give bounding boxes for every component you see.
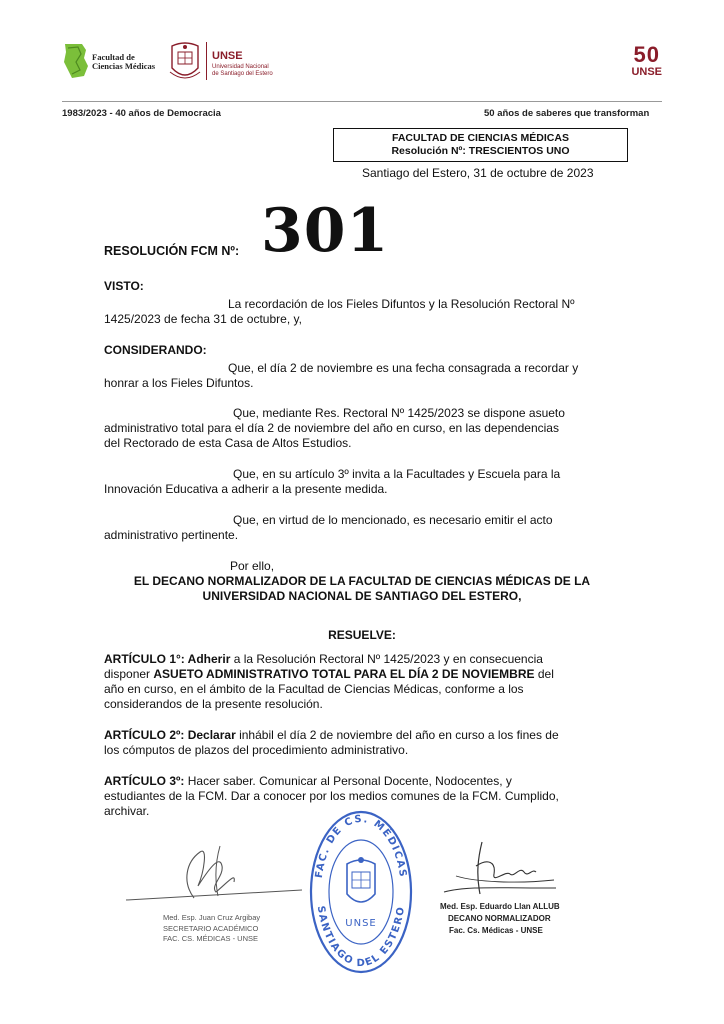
visto-line-2: 1425/2023 de fecha 31 de octubre, y, <box>104 312 302 326</box>
anniversary-number: 50 <box>633 42 660 67</box>
anniversary-tag: UNSE <box>631 66 662 78</box>
authority-line-2: UNIVERSIDAD NACIONAL DE SANTIAGO DEL ESTERO, <box>202 589 522 603</box>
article-3-line-3: archivar. <box>104 804 150 818</box>
resolution-label: RESOLUCIÓN FCM Nº: <box>104 244 240 258</box>
article-1-line-2: disponer ASUETO ADMINISTRATIVO TOTAL PARA EL DÍA 2 DE NOVIEMBRE del <box>104 667 554 681</box>
faculty-name: FACULTAD DE CIENCIAS MÉDICAS <box>392 132 569 144</box>
signature-right-scribble <box>436 836 576 902</box>
seal-center-text: UNSE <box>345 918 377 929</box>
considerando-p3-line-1: Que, en su artículo 3º invita a la Facultades y Escuela para la <box>233 467 561 481</box>
resolution-number-words: Resolución Nº: TRESCIENTOS UNO <box>391 145 570 157</box>
anniversary-logo <box>631 44 662 78</box>
article-1-line-3: año en curso, en el ámbito de la Facultad de Ciencias Médicas, conforme a los <box>104 682 524 696</box>
unse-logo-subtitle: Universidad Nacional <box>212 64 269 70</box>
considerando-heading: CONSIDERANDO: <box>104 343 207 357</box>
faculty-seal-icon <box>307 808 415 976</box>
unse-divider <box>206 42 207 80</box>
motto-right: 50 años de saberes que transforman <box>484 108 650 119</box>
seal-bottom-text: SANTIAGO DEL ESTERO <box>314 905 408 970</box>
visto-line-1: La recordación de los Fieles Difuntos y la Resolución Rectoral Nº <box>228 297 575 311</box>
article-2-line-1: ARTÍCULO 2º: Declarar inhábil el día 2 de noviembre del año en curso a los fines de <box>104 728 559 742</box>
header-divider <box>62 101 662 102</box>
fcm-map-icon <box>62 42 90 80</box>
fcm-logo <box>62 40 157 84</box>
authority-line-1: EL DECANO NORMALIZADOR DE LA FACULTAD DE CIENCIAS MÉDICAS DE LA <box>133 574 591 588</box>
article-1-line-4: considerandos de la presente resolución. <box>104 697 323 711</box>
article-2-label: ARTÍCULO 2º: Declarar <box>104 728 236 742</box>
signature-right-role: DECANO NORMALIZADOR <box>448 914 551 923</box>
svg-text:FAC. DE CS. MÉDICAS <box>314 814 408 879</box>
resuelve-heading: RESUELVE: <box>328 628 396 642</box>
considerando-p3-line-2: Innovación Educativa a adherir a la presente medida. <box>104 482 388 496</box>
considerando-p2-line-2: administrativo total para el día 2 de noviembre del año en curso, en las dependencias <box>104 421 559 435</box>
unse-logo-name: UNSE <box>212 50 243 62</box>
svg-text:SANTIAGO DEL ESTERO <box>315 905 407 969</box>
considerando-p1-line-2: honrar a los Fieles Difuntos. <box>104 376 254 390</box>
motto-left: 1983/2023 - 40 años de Democracia <box>62 108 221 119</box>
article-1-line-1: ARTÍCULO 1°: Adherir a la Resolución Rectoral Nº 1425/2023 y en consecuencia <box>104 652 543 666</box>
article-3-label: ARTÍCULO 3º: <box>104 774 185 788</box>
article-1-label: ARTÍCULO 1°: Adherir <box>104 652 231 666</box>
unse-logo <box>168 40 286 84</box>
considerando-p2-line-1: Que, mediante Res. Rectoral Nº 1425/2023 se dispone asueto <box>233 406 565 420</box>
visto-heading: VISTO: <box>104 279 144 293</box>
unse-crest-icon <box>168 40 202 84</box>
considerando-p4-line-2: administrativo pertinente. <box>104 528 239 542</box>
unse-logo-subtitle-2: de Santiago del Estero <box>212 71 273 77</box>
signature-left-org: FAC. CS. MÉDICAS - UNSE <box>163 934 259 943</box>
por-ello: Por ello, <box>230 559 275 573</box>
article-3-line-1: ARTÍCULO 3º: Hacer saber. Comunicar al Personal Docente, Nodocentes, y <box>104 774 512 788</box>
place-and-date: Santiago del Estero, 31 de octubre de 2023 <box>362 166 594 180</box>
signature-right-name: Med. Esp. Eduardo Llan ALLUB <box>440 902 560 911</box>
fcm-logo-text: Facultad de Ciencias Médicas <box>92 52 156 71</box>
considerando-p4-line-1: Que, en virtud de lo mencionado, es necesario emitir el acto <box>233 513 553 527</box>
article-1-emphasis: ASUETO ADMINISTRATIVO TOTAL PARA EL DÍA 2 DE NOVIEMBRE <box>153 667 535 681</box>
considerando-p2-line-3: del Rectorado de esta Casa de Altos Estudios. <box>104 436 352 450</box>
signature-left-scribble <box>124 842 304 906</box>
signature-right-org: Fac. Cs. Médicas - UNSE <box>449 926 543 935</box>
article-2-line-2: los cómputos de plazos del procedimiento administrativo. <box>104 743 409 757</box>
considerando-p1-line-1: Que, el día 2 de noviembre es una fecha consagrada a recordar y <box>228 361 579 375</box>
faculty-resolution-box <box>333 128 628 162</box>
resolution-number: 301 <box>261 196 390 266</box>
seal-top-text: FAC. DE CS. MÉDICAS <box>313 813 409 879</box>
signature-left-name: Med. Esp. Juan Cruz Argibay <box>163 913 261 922</box>
signature-left-role: SECRETARIO ACADÉMICO <box>163 924 259 933</box>
article-3-line-2: estudiantes de la FCM. Dar a conocer por los medios comunes de la FCM. Cumplido, <box>104 789 559 803</box>
